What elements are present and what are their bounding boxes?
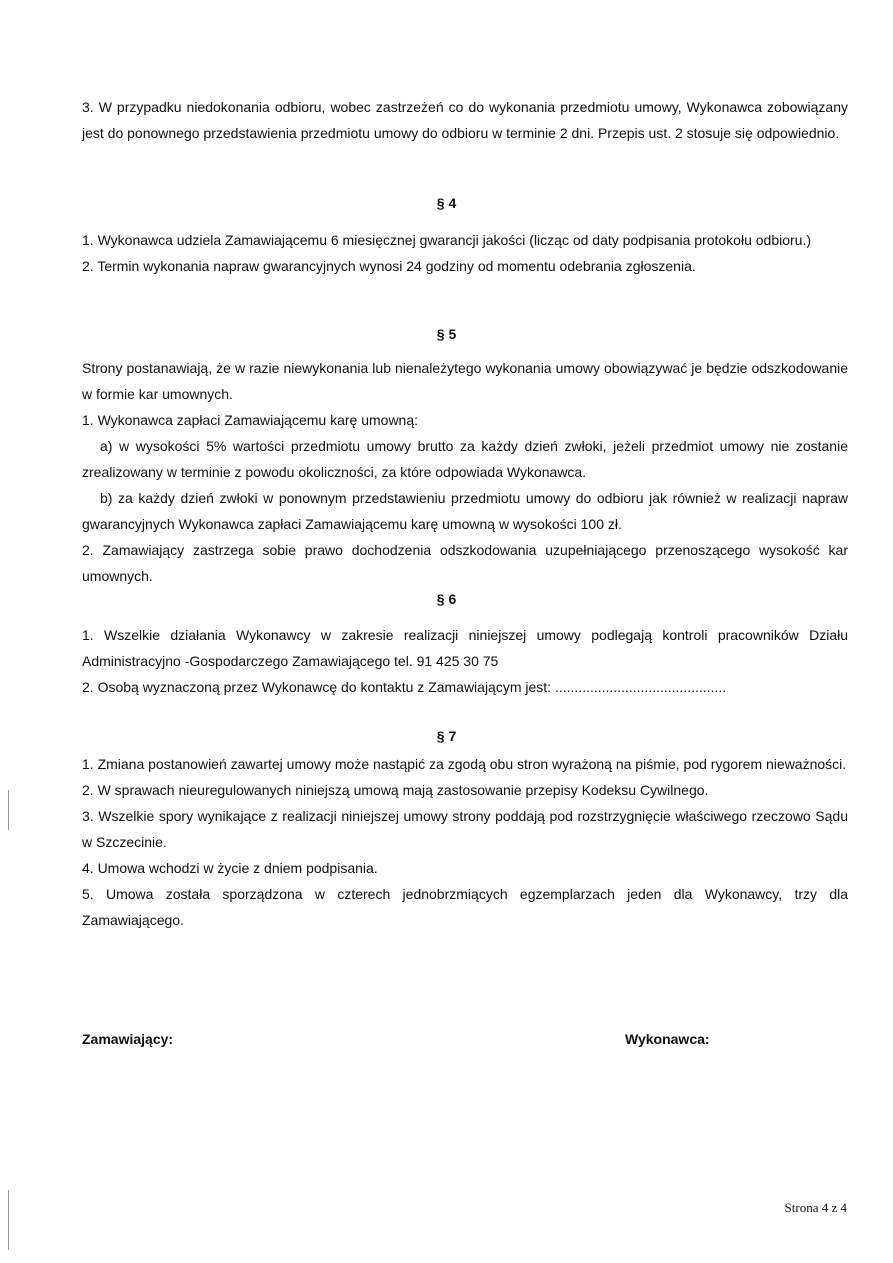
section-7-item: 4. Umowa wchodzi w życie z dniem podpisania.: [82, 860, 378, 876]
section-4-heading: § 4: [436, 195, 457, 211]
section-7-item: 5. Umowa została sporządzona w czterech jednobrzmiących egzemplarzach jeden dla Wykonawcy, trzy dla Zamawiającego.: [82, 886, 848, 928]
section-5-heading: § 5: [436, 326, 457, 342]
section-3-paragraph-3: 3. W przypadku niedokonania odbioru, wobec zastrzeżeń co do wykonania przedmiotu umowy, Wykonawca zobowiązany jest do ponownego przedstawienia przedmiotu umowy do odbioru w terminie 2 dni. Przepis ust. 2 stosuje się odpowiednio.: [82, 99, 848, 141]
section-4-item: 1. Wykonawca udziela Zamawiającemu 6 miesięcznej gwarancji jakości (licząc od daty podpisania protokołu odbioru.): [82, 232, 812, 248]
section-4-body: [82, 227, 848, 279]
section-5-body: Strony postanawiają, że w razie niewykonania lub nienależytego wykonania umowy obowiązywać je będzie odszkodowanie w formie kar umownych. 1. Wykonawca zapłaci Zamawiającemu karę umowną: a) w wysokości 5% wartości przedmiotu umowy brutto za każdy dzień zwłoki, jeżeli przedmiot umowy nie zostanie zrealizowany w terminie z powodu okoliczności, za które odpowiada Wykonawca. b) za każdy dzień zwłoki w ponownym przedstawieniu przedmiotu umowy do odbioru jak również w realizacji napraw gwarancyjnych Wykonawca zapłaci Zamawiającemu karę umowną w wysokości 100 zł. 2. Zamawiający zastrzega sobie prawo dochodzenia odszkodowania uzupełniającego przenoszącego wysokość kar umownych.: [82, 360, 848, 584]
signature-label-contractor: Wykonawca:: [625, 1031, 710, 1047]
section-7-item: 3. Wszelkie spory wynikające z realizacji niniejszej umowy strony poddają pod rozstrzygnięcie właściwego rzeczowo Sądu w Szczecinie.: [82, 808, 848, 850]
section-6-body: 1. Wszelkie działania Wykonawcy w zakresie realizacji niniejszej umowy podlegają kontroli pracowników Działu Administracyjno -Gospodarczego Zamawiającego tel. 91 425 30 75 2. Osobą wyznaczoną przez Wykonawcę do kontaktu z Zamawiającym jest: ............................................: [82, 627, 848, 695]
section-7-item: 2. W sprawach nieuregulowanych niniejszą umową mają zastosowanie przepisy Kodeksu Cywilnego.: [82, 782, 709, 798]
section-7-heading: § 7: [436, 728, 457, 744]
page-number: Strona 4 z 4: [784, 1200, 847, 1215]
section-7-item: 1. Zmiana postanowień zawartej umowy może nastąpić za zgodą obu stron wyrażoną na piśmie, pod rygorem nieważności.: [82, 756, 847, 772]
section-4-item: 2. Termin wykonania napraw gwarancyjnych wynosi 24 godziny od momentu odebrania zgłoszenia.: [82, 258, 696, 274]
section-6-heading: § 6: [436, 591, 457, 607]
signature-label-client: Zamawiający:: [82, 1031, 174, 1047]
scan-artifact: [8, 1190, 9, 1250]
section-7-body: [82, 751, 848, 933]
scan-artifact: [8, 790, 9, 830]
